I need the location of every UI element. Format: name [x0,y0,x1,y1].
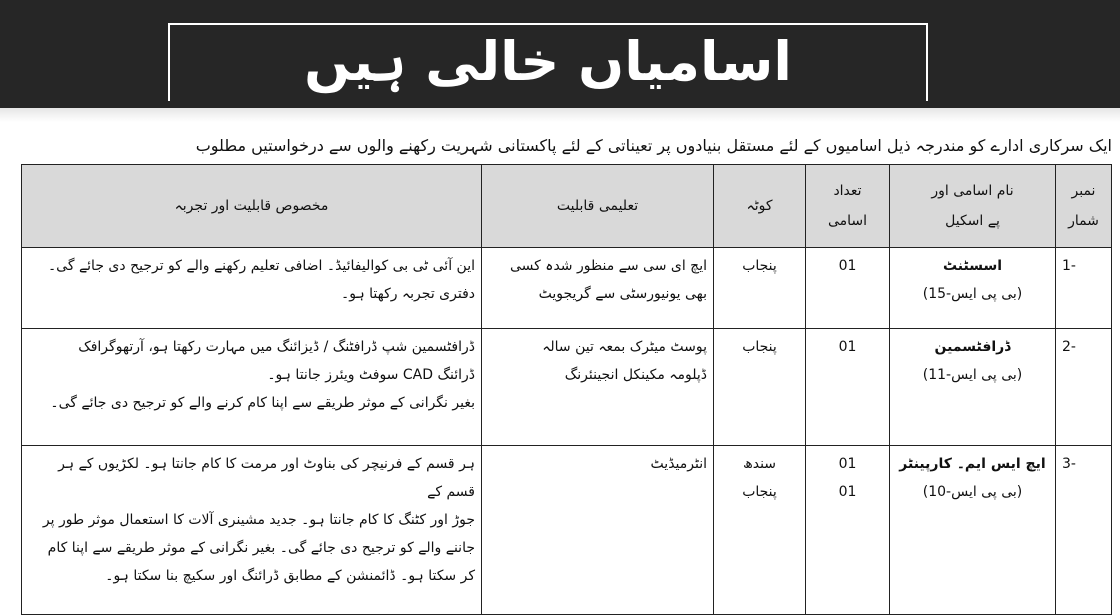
post-cell [890,329,1056,446]
header-serial: نمبر شمار [1056,165,1112,248]
education-cell: انٹرمیڈیٹ [482,446,714,615]
education-cell: پوسٹ میٹرک بمعہ تین سالہ ڈپلومہ مکینکل انجینئرنگ [482,329,714,446]
experience-cell: ڈرافٹسمین شپ ڈرافٹنگ / ڈیزائنگ میں مہارت رکھتا ہو، آرتھوگرافک ڈرائنگ CAD سوفٹ ویئرز جانتا ہو۔ بغیر نگرانی کے موثر طریقے سے اپنا کام کرنے والے کو ترجیح دی جائے گی۔ [22,329,482,446]
post-name: اسسٹنٹ [942,258,1003,274]
experience-cell: ہر قسم کے فرنیچر کی بناوٹ اور مرمت کا کام جانتا ہو۔ لکڑیوں کے ہر قسم کے جوڑ اور کٹنگ کا کام جانتا ہو۔ جدید مشینری آلات کا استعمال موثر طور پر جاننے والے کو ترجیح دی جائے گی۔ بغیر نگرانی کے موثر طریقے سے اپنا کام کر سکتا ہو۔ ڈائمنشن کے مطابق ڈرائنگ اور سکیچ بنا سکتا ہو۔ [22,446,482,615]
count-cell: 01 [806,248,890,329]
quota-cell: پنجاب [714,248,806,329]
header-count: تعداد اسامی [806,165,890,248]
table-row [22,248,1112,329]
header-experience: مخصوص قابلیت اور تجربہ [22,165,482,248]
experience-cell: این آئی ٹی بی کوالیفائیڈ۔ اضافی تعلیم رکھنے والے کو ترجیح دی جائے گی۔ دفتری تجربہ رکھتا ہو۔ [22,248,482,329]
header-education: تعلیمی قابلیت [482,165,714,248]
quota-cell: پنجاب [714,329,806,446]
quota-cell: سندھ پنجاب [714,446,806,615]
table-row [22,446,1112,615]
header-quota: کوٹہ [714,165,806,248]
table-header-row [22,165,1112,248]
serial-cell: 1- [1056,248,1112,329]
post-cell [890,446,1056,615]
education-cell: ایچ ای سی سے منظور شدہ کسی بھی یونیورسٹی سے گریجویٹ [482,248,714,329]
post-cell [890,248,1056,329]
post-name: ڈرافٹسمین [934,339,1011,355]
post-name: ایچ ایس ایم۔ کارپینٹر [899,456,1046,472]
count-cell: 01 [806,329,890,446]
serial-cell: 3- [1056,446,1112,615]
pay-scale: (بی پی ایس-15) [922,286,1023,302]
banner-shadow [0,108,1120,122]
intro-text: ایک سرکاری ادارے کو مندرجہ ذیل اسامیوں کے لئے مستقل بنیادوں پر تعیناتی کے لئے پاکستانی شہریت رکھنے والوں سے درخواستیں مطلوب [195,136,1112,155]
banner-title: اسامیاں خالی ہیں [304,30,792,93]
table-row [22,329,1112,446]
pay-scale: (بی پی ایس-10) [922,484,1023,500]
vacancy-table [21,164,1112,615]
pay-scale: (بی پی ایس-11) [922,367,1023,383]
header-banner [0,0,1120,108]
header-post: نام اسامی اور پے اسکیل [890,165,1056,248]
serial-cell: 2- [1056,329,1112,446]
count-cell: 01 01 [806,446,890,615]
